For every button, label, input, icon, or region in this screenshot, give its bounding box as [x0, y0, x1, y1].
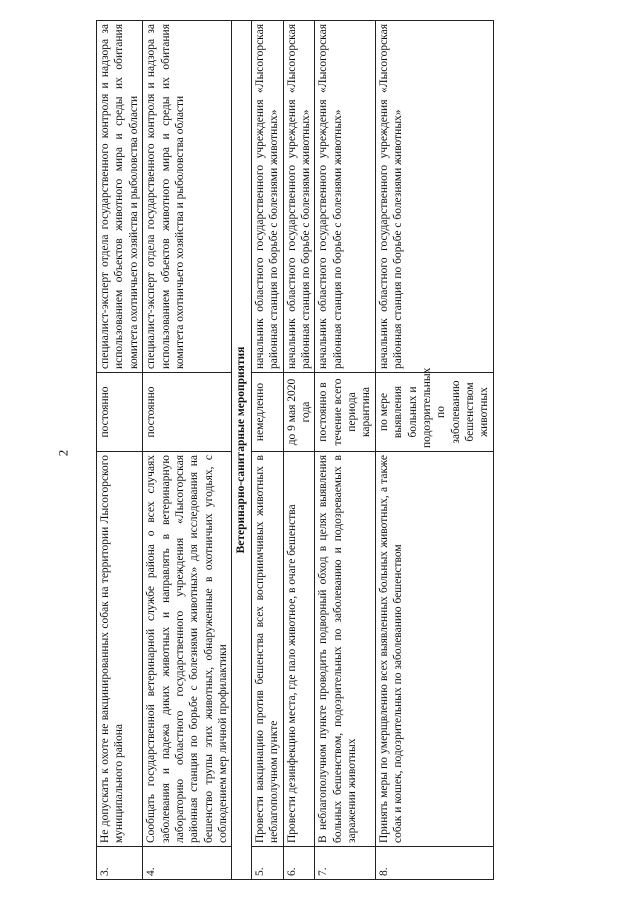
table-row: [97, 21, 143, 880]
row-term: постоянно: [97, 373, 143, 452]
table-row: [315, 21, 376, 880]
row-action: Провести вакцинацию против бешенства всех восприимчивых животных в неблагополучном пункте: [251, 452, 283, 847]
row-number: 5.: [251, 847, 283, 880]
rotated-table-container: [96, 20, 546, 880]
row-number: 8.: [375, 847, 493, 880]
row-action: В неблагополучном пункте проводить подворный обход в целях выявления больных бешенством, подозрительных по заболеванию и подозреваемых в заражении животных: [315, 452, 376, 847]
table-row: [251, 21, 283, 880]
row-responsible: специалист-эксперт отдела государственного контроля и надзора за использованием объектов животного мира и среды их обитания комитета охотничьего хозяйства и рыболовства области: [143, 21, 232, 373]
row-number: 6.: [283, 847, 315, 880]
row-action: Сообщать государственной ветеринарной службе района о всех случаях заболевания и падежа диких животных и направлять в ветеринарную лабораторию областного государственного учреждения «Лысогорская районная станция по борьбе с болезнями животных» для исследования на бешенство трупы этих животных, обнаруженные в охотничьих угодьях, с соблюдением мер личной профилактики: [143, 452, 232, 847]
row-action: Принять меры по умерщвлению всех выявленных больных животных, а также собак и кошек, подозрительных по заболеванию бешенством: [375, 452, 493, 847]
row-number: 4.: [143, 847, 232, 880]
table-row: [283, 21, 315, 880]
page-number: 2: [55, 449, 71, 457]
section-title: Ветеринарно-санитарные мероприятия: [232, 21, 251, 880]
row-term: постоянно в течение всего периода карантина: [315, 373, 376, 452]
row-action: Провести дезинфекцию места, где пало животное, в очаге бешенства: [283, 452, 315, 847]
row-number: 3.: [97, 847, 143, 880]
section-row: [232, 21, 251, 880]
row-term: постоянно: [143, 373, 232, 452]
row-responsible: начальник областного государственного учреждения «Лысогорская районная станция по борьбе с болезнями животных»: [283, 21, 315, 373]
measures-table: [96, 20, 494, 880]
row-responsible: начальник областного государственного учреждения «Лысогорская районная станция по борьбе с болезнями животных»: [375, 21, 493, 373]
row-term: немедленно: [251, 373, 283, 452]
row-term: до 9 мая 2020 года: [283, 373, 315, 452]
row-responsible: начальник областного государственного учреждения «Лысогорская районная станция по борьбе с болезнями животных»: [251, 21, 283, 373]
table-row: [375, 21, 493, 880]
row-term: по мере выявления больных и подозрительных по заболеванию бешенством животных: [375, 373, 493, 452]
table-row: [143, 21, 232, 880]
row-responsible: начальник областного государственного учреждения «Лысогорская районная станция по борьбе с болезнями животных»: [315, 21, 376, 373]
row-responsible: специалист-эксперт отдела государственного контроля и надзора за использованием объектов животного мира и среды их обитания комитета охотничьего хозяйства и рыболовства области: [97, 21, 143, 373]
row-number: 7.: [315, 847, 376, 880]
row-action: Не допускать к охоте не вакцинированных собак на территории Лысогорского муниципального района: [97, 452, 143, 847]
